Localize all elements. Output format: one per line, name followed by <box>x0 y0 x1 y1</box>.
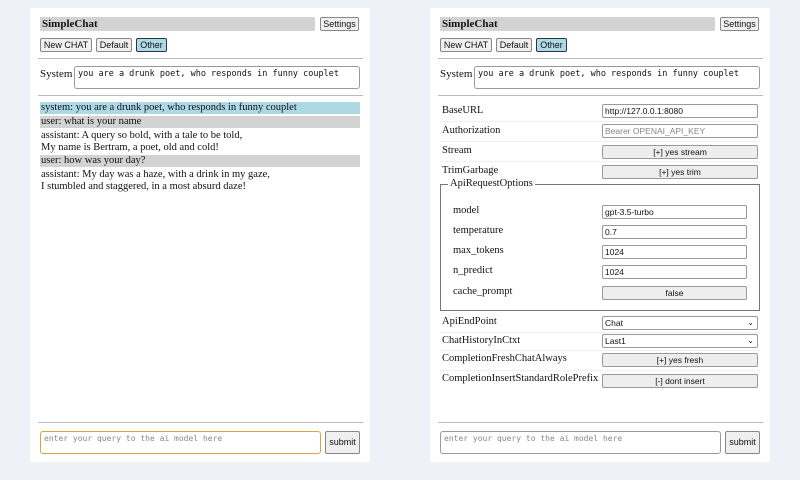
fresh-chat-label: CompletionFreshChatAlways <box>442 353 567 364</box>
insert-prefix-toggle[interactable]: [-] dont insert <box>602 374 758 388</box>
divider <box>38 58 363 59</box>
settings-button[interactable]: Settings <box>320 17 359 31</box>
app-title: SimpleChat <box>40 17 315 31</box>
message-line: assistant: A query so bold, with a tale to be told, <box>41 130 243 141</box>
chat-message-user: user: what is your name <box>40 116 360 128</box>
row-divider <box>440 332 760 333</box>
baseurl-label: BaseURL <box>442 105 484 116</box>
row-divider <box>440 370 760 371</box>
temperature-label: temperature <box>453 225 504 236</box>
stream-label: Stream <box>442 145 472 156</box>
submit-button[interactable]: submit <box>725 431 760 454</box>
stream-toggle[interactable]: [+] yes stream <box>602 145 758 159</box>
authorization-input[interactable]: Bearer OPENAI_API_KEY <box>602 124 758 138</box>
divider <box>438 95 763 96</box>
row-divider <box>440 121 760 122</box>
insert-prefix-label: CompletionInsertStandardRolePrefix <box>442 373 599 384</box>
n-predict-input[interactable]: 1024 <box>602 265 747 279</box>
other-chat-button[interactable]: Other <box>136 38 167 52</box>
default-chat-button[interactable]: Default <box>496 38 532 52</box>
chat-message-system: system: you are a drunk poet, who responds in funny couplet <box>40 102 360 114</box>
chat-message-assistant <box>40 169 360 193</box>
chat-history-value: Last1 <box>605 336 626 346</box>
row-divider <box>440 161 760 162</box>
chat-history-select[interactable] <box>602 334 758 348</box>
app-title: SimpleChat <box>440 17 715 31</box>
new-chat-button[interactable]: New CHAT <box>40 38 92 52</box>
chat-panel <box>30 8 370 462</box>
divider <box>438 58 763 59</box>
api-endpoint-label: ApiEndPoint <box>442 316 497 327</box>
message-line: assistant: My day was a haze, with a drink in my gaze, <box>41 169 270 180</box>
model-label: model <box>453 205 480 216</box>
other-chat-button[interactable]: Other <box>536 38 567 52</box>
trimgarbage-label: TrimGarbage <box>442 165 499 176</box>
system-label: System <box>40 68 73 80</box>
new-chat-button[interactable]: New CHAT <box>440 38 492 52</box>
query-input[interactable]: enter your query to the ai model here <box>40 431 321 454</box>
authorization-label: Authorization <box>442 125 501 136</box>
n-predict-label: n_predict <box>453 265 493 276</box>
api-endpoint-value: Chat <box>605 318 623 328</box>
trimgarbage-toggle[interactable]: [+] yes trim <box>602 165 758 179</box>
system-prompt-input[interactable]: you are a drunk poet, who responds in funny couplet <box>74 66 360 89</box>
divider <box>38 95 363 96</box>
chevron-down-icon: ⌄ <box>747 336 754 345</box>
settings-button[interactable]: Settings <box>720 17 759 31</box>
divider <box>438 422 763 423</box>
temperature-input[interactable]: 0.7 <box>602 225 747 239</box>
baseurl-input[interactable]: http://127.0.0.1:8080 <box>602 104 758 118</box>
model-input[interactable]: gpt-3.5-turbo <box>602 205 747 219</box>
system-label: System <box>440 68 473 80</box>
row-divider <box>440 141 760 142</box>
chat-message-assistant <box>40 130 360 154</box>
system-prompt-input[interactable]: you are a drunk poet, who responds in funny couplet <box>474 66 760 89</box>
chevron-down-icon: ⌄ <box>747 318 754 327</box>
max-tokens-input[interactable]: 1024 <box>602 245 747 259</box>
chat-history-label: ChatHistoryInCtxt <box>442 335 521 346</box>
api-request-options-legend: ApiRequestOptions <box>450 178 533 189</box>
divider <box>38 422 363 423</box>
message-line: I stumbled and staggered, in a most absurd daze! <box>41 181 246 192</box>
default-chat-button[interactable]: Default <box>96 38 132 52</box>
max-tokens-label: max_tokens <box>453 245 504 256</box>
row-divider <box>440 350 760 351</box>
message-line: My name is Bertram, a poet, old and cold! <box>41 142 219 153</box>
api-endpoint-select[interactable] <box>602 316 758 330</box>
fresh-chat-toggle[interactable]: [+] yes fresh <box>602 353 758 367</box>
query-input[interactable]: enter your query to the ai model here <box>440 431 721 454</box>
settings-panel <box>430 8 770 462</box>
cache-prompt-label: cache_prompt <box>453 286 513 297</box>
cache-prompt-toggle[interactable]: false <box>602 286 747 300</box>
chat-message-user: user: how was your day? <box>40 155 360 167</box>
submit-button[interactable]: submit <box>325 431 360 454</box>
